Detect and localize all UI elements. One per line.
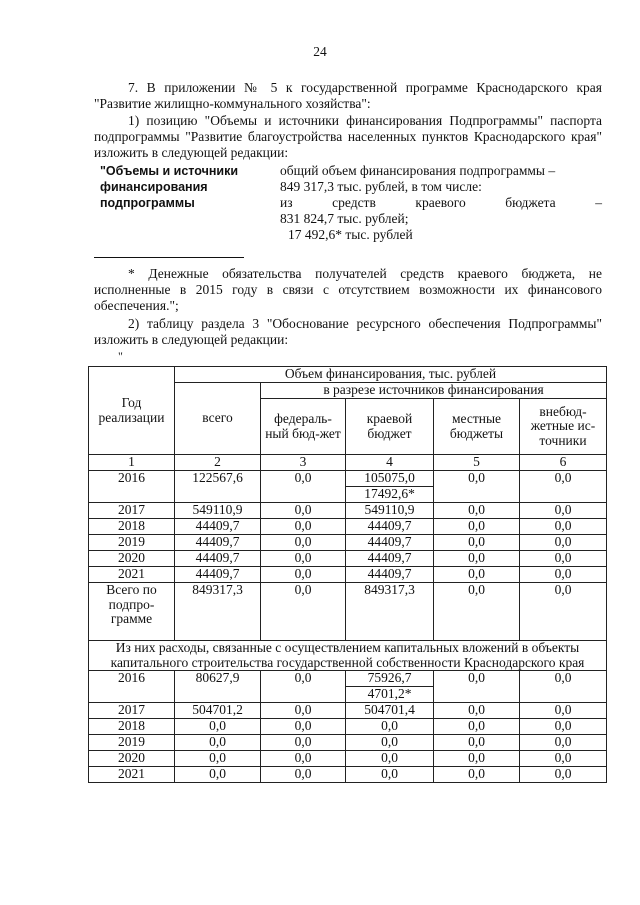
cell-federal: 0,0: [261, 703, 346, 719]
cell-year: 2020: [89, 751, 175, 767]
passport-value-line: 17 492,6* тыс. рублей: [288, 227, 413, 242]
cell-federal: 0,0: [261, 751, 346, 767]
cell-total: 44409,7: [175, 535, 261, 551]
cell-local: 0,0: [434, 671, 520, 703]
col-number: 5: [434, 455, 520, 471]
cell-year: 2016: [89, 471, 175, 503]
footnote-text: * Денежные обязательства получателей средств краевого бюджета, не исполненные в 2015 году в связи с отсутствием возможности их финансового обеспечения.";: [94, 266, 602, 313]
cell-federal: 0,0: [261, 471, 346, 503]
cell-total: 0,0: [175, 719, 261, 735]
col-number: 2: [175, 455, 261, 471]
cell-total: 549110,9: [175, 503, 261, 519]
cell-year: 2019: [89, 535, 175, 551]
table-row: [89, 767, 607, 783]
header-total: всего: [175, 383, 261, 455]
header-extra: внебюд-жетные ис-точники: [520, 399, 607, 455]
cell-federal: 0,0: [261, 519, 346, 535]
cell-extra: 0,0: [520, 535, 607, 551]
page-number: 24: [313, 44, 327, 59]
cell-extra: 0,0: [520, 751, 607, 767]
cell-local: 0,0: [434, 583, 520, 641]
cell-year: 2016: [89, 671, 175, 703]
header-regional: краевой бюджет: [346, 399, 434, 455]
cell-local: 0,0: [434, 535, 520, 551]
cell-extra: 0,0: [520, 735, 607, 751]
cell-local: 0,0: [434, 519, 520, 535]
cell-total: 849317,3: [175, 583, 261, 641]
table-row: [89, 519, 607, 535]
table-row: [89, 567, 607, 583]
passport-value-line: 831 824,7 тыс. рублей;: [280, 211, 409, 226]
cell-year: 2017: [89, 503, 175, 519]
cell-extra: 0,0: [520, 471, 607, 503]
header-volume: Объем финансирования, тыс. рублей: [175, 367, 607, 383]
header-local: местные бюджеты: [434, 399, 520, 455]
cell-local: 0,0: [434, 471, 520, 503]
capital-caption-row: [89, 641, 607, 671]
word: средств: [332, 195, 376, 210]
cell-regional: 549110,9: [346, 503, 434, 519]
passport-label-line: финансирования: [100, 180, 208, 194]
cell-regional: 44409,7: [346, 535, 434, 551]
word: бюджета: [505, 195, 556, 210]
cell-total-label: Всего по подпро-грамме: [89, 583, 175, 641]
cell-total: 44409,7: [175, 567, 261, 583]
cell-local: 0,0: [434, 567, 520, 583]
cell-extra: 0,0: [520, 519, 607, 535]
passport-label: [100, 163, 260, 211]
cell-year: 2021: [89, 567, 175, 583]
cell-regional: 504701,4: [346, 703, 434, 719]
paragraph-table-change: 2) таблицу раздела 3 "Обоснование ресурсного обеспечения Подпрограммы" изложить в следующей редакции:: [94, 316, 602, 347]
table-row: [89, 535, 607, 551]
cell-extra: 0,0: [520, 583, 607, 641]
passport-label-line: "Объемы и источники: [100, 164, 239, 178]
table-total-row: [89, 583, 607, 641]
paragraph-position-change: 1) позицию "Объемы и источники финансирования Подпрограммы" паспорта подпрограммы "Развитие благоустройства населенных пунктов Краснодарского края" изложить в следующей редакции:: [94, 113, 602, 160]
word: краевого: [415, 195, 466, 210]
cell-federal: 0,0: [261, 767, 346, 783]
quote-mark: ": [118, 349, 123, 363]
cell-extra: 0,0: [520, 567, 607, 583]
column-number-row: [89, 455, 607, 471]
cell-year: 2020: [89, 551, 175, 567]
cell-year: 2018: [89, 719, 175, 735]
table-row: [89, 671, 607, 687]
cell-regional: 44409,7: [346, 519, 434, 535]
cell-federal: 0,0: [261, 535, 346, 551]
cell-local: 0,0: [434, 703, 520, 719]
cell-total: 0,0: [175, 751, 261, 767]
cell-year: 2019: [89, 735, 175, 751]
header-federal: федераль-ный бюд-жет: [261, 399, 346, 455]
financing-table: [88, 366, 607, 783]
cell-regional: 0,0: [346, 767, 434, 783]
cell-federal: 0,0: [261, 583, 346, 641]
cell-total: 122567,6: [175, 471, 261, 503]
passport-value-line: 849 317,3 тыс. рублей, в том числе:: [280, 179, 482, 194]
cell-regional: 75926,7: [346, 671, 434, 687]
table-row: [89, 703, 607, 719]
cell-federal: 0,0: [261, 551, 346, 567]
cell-local: 0,0: [434, 719, 520, 735]
cell-local: 0,0: [434, 751, 520, 767]
cell-regional: 849317,3: [346, 583, 434, 641]
cell-extra: 0,0: [520, 551, 607, 567]
table-row: [89, 471, 607, 487]
table-row: [89, 551, 607, 567]
cell-local: 0,0: [434, 735, 520, 751]
cell-regional: 105075,0: [346, 471, 434, 487]
cell-extra: 0,0: [520, 767, 607, 783]
paragraph-appendix-5: 7. В приложении № 5 к государственной программе Краснодарского края "Развитие жилищно-коммунального хозяйства":: [94, 80, 602, 111]
table-row: [89, 751, 607, 767]
cell-regional: 44409,7: [346, 567, 434, 583]
passport-value-line: общий объем финансирования подпрограммы –: [280, 163, 556, 178]
cell-extra: 0,0: [520, 503, 607, 519]
cell-local: 0,0: [434, 503, 520, 519]
cell-regional: 0,0: [346, 735, 434, 751]
cell-year: 2021: [89, 767, 175, 783]
passport-label-line: подпрограммы: [100, 196, 195, 210]
word: –: [595, 195, 602, 210]
table-row: [89, 719, 607, 735]
cell-federal: 0,0: [261, 719, 346, 735]
cell-federal: 0,0: [261, 735, 346, 751]
cell-year: 2017: [89, 703, 175, 719]
cell-year: 2018: [89, 519, 175, 535]
cell-total: 44409,7: [175, 551, 261, 567]
passport-value-line-justified: [280, 195, 602, 211]
cell-federal: 0,0: [261, 567, 346, 583]
col-number: 6: [520, 455, 607, 471]
cell-total: 0,0: [175, 767, 261, 783]
col-number: 3: [261, 455, 346, 471]
word: из: [280, 195, 293, 210]
cell-regional: 0,0: [346, 751, 434, 767]
cell-extra: 0,0: [520, 719, 607, 735]
cell-total: 80627,9: [175, 671, 261, 703]
cell-local: 0,0: [434, 767, 520, 783]
capital-caption: Из них расходы, связанные с осуществлением капитальных вложений в объекты капитального строительства государственной собственности Краснодарского края: [89, 641, 607, 671]
col-number: 4: [346, 455, 434, 471]
cell-federal: 0,0: [261, 503, 346, 519]
cell-regional: 44409,7: [346, 551, 434, 567]
cell-total: 44409,7: [175, 519, 261, 535]
footnote-rule: [94, 257, 244, 258]
table-row: [89, 735, 607, 751]
cell-regional: 0,0: [346, 719, 434, 735]
cell-regional-extra: 17492,6*: [346, 487, 434, 503]
header-by-source: в разрезе источников финансирования: [261, 383, 607, 399]
table-row: [89, 503, 607, 519]
col-number: 1: [89, 455, 175, 471]
cell-regional-extra: 4701,2*: [346, 687, 434, 703]
passport-value: [280, 163, 602, 243]
cell-extra: 0,0: [520, 671, 607, 703]
cell-local: 0,0: [434, 551, 520, 567]
header-year: Год реализации: [89, 367, 175, 455]
cell-extra: 0,0: [520, 703, 607, 719]
cell-total: 504701,2: [175, 703, 261, 719]
cell-total: 0,0: [175, 735, 261, 751]
cell-federal: 0,0: [261, 671, 346, 703]
